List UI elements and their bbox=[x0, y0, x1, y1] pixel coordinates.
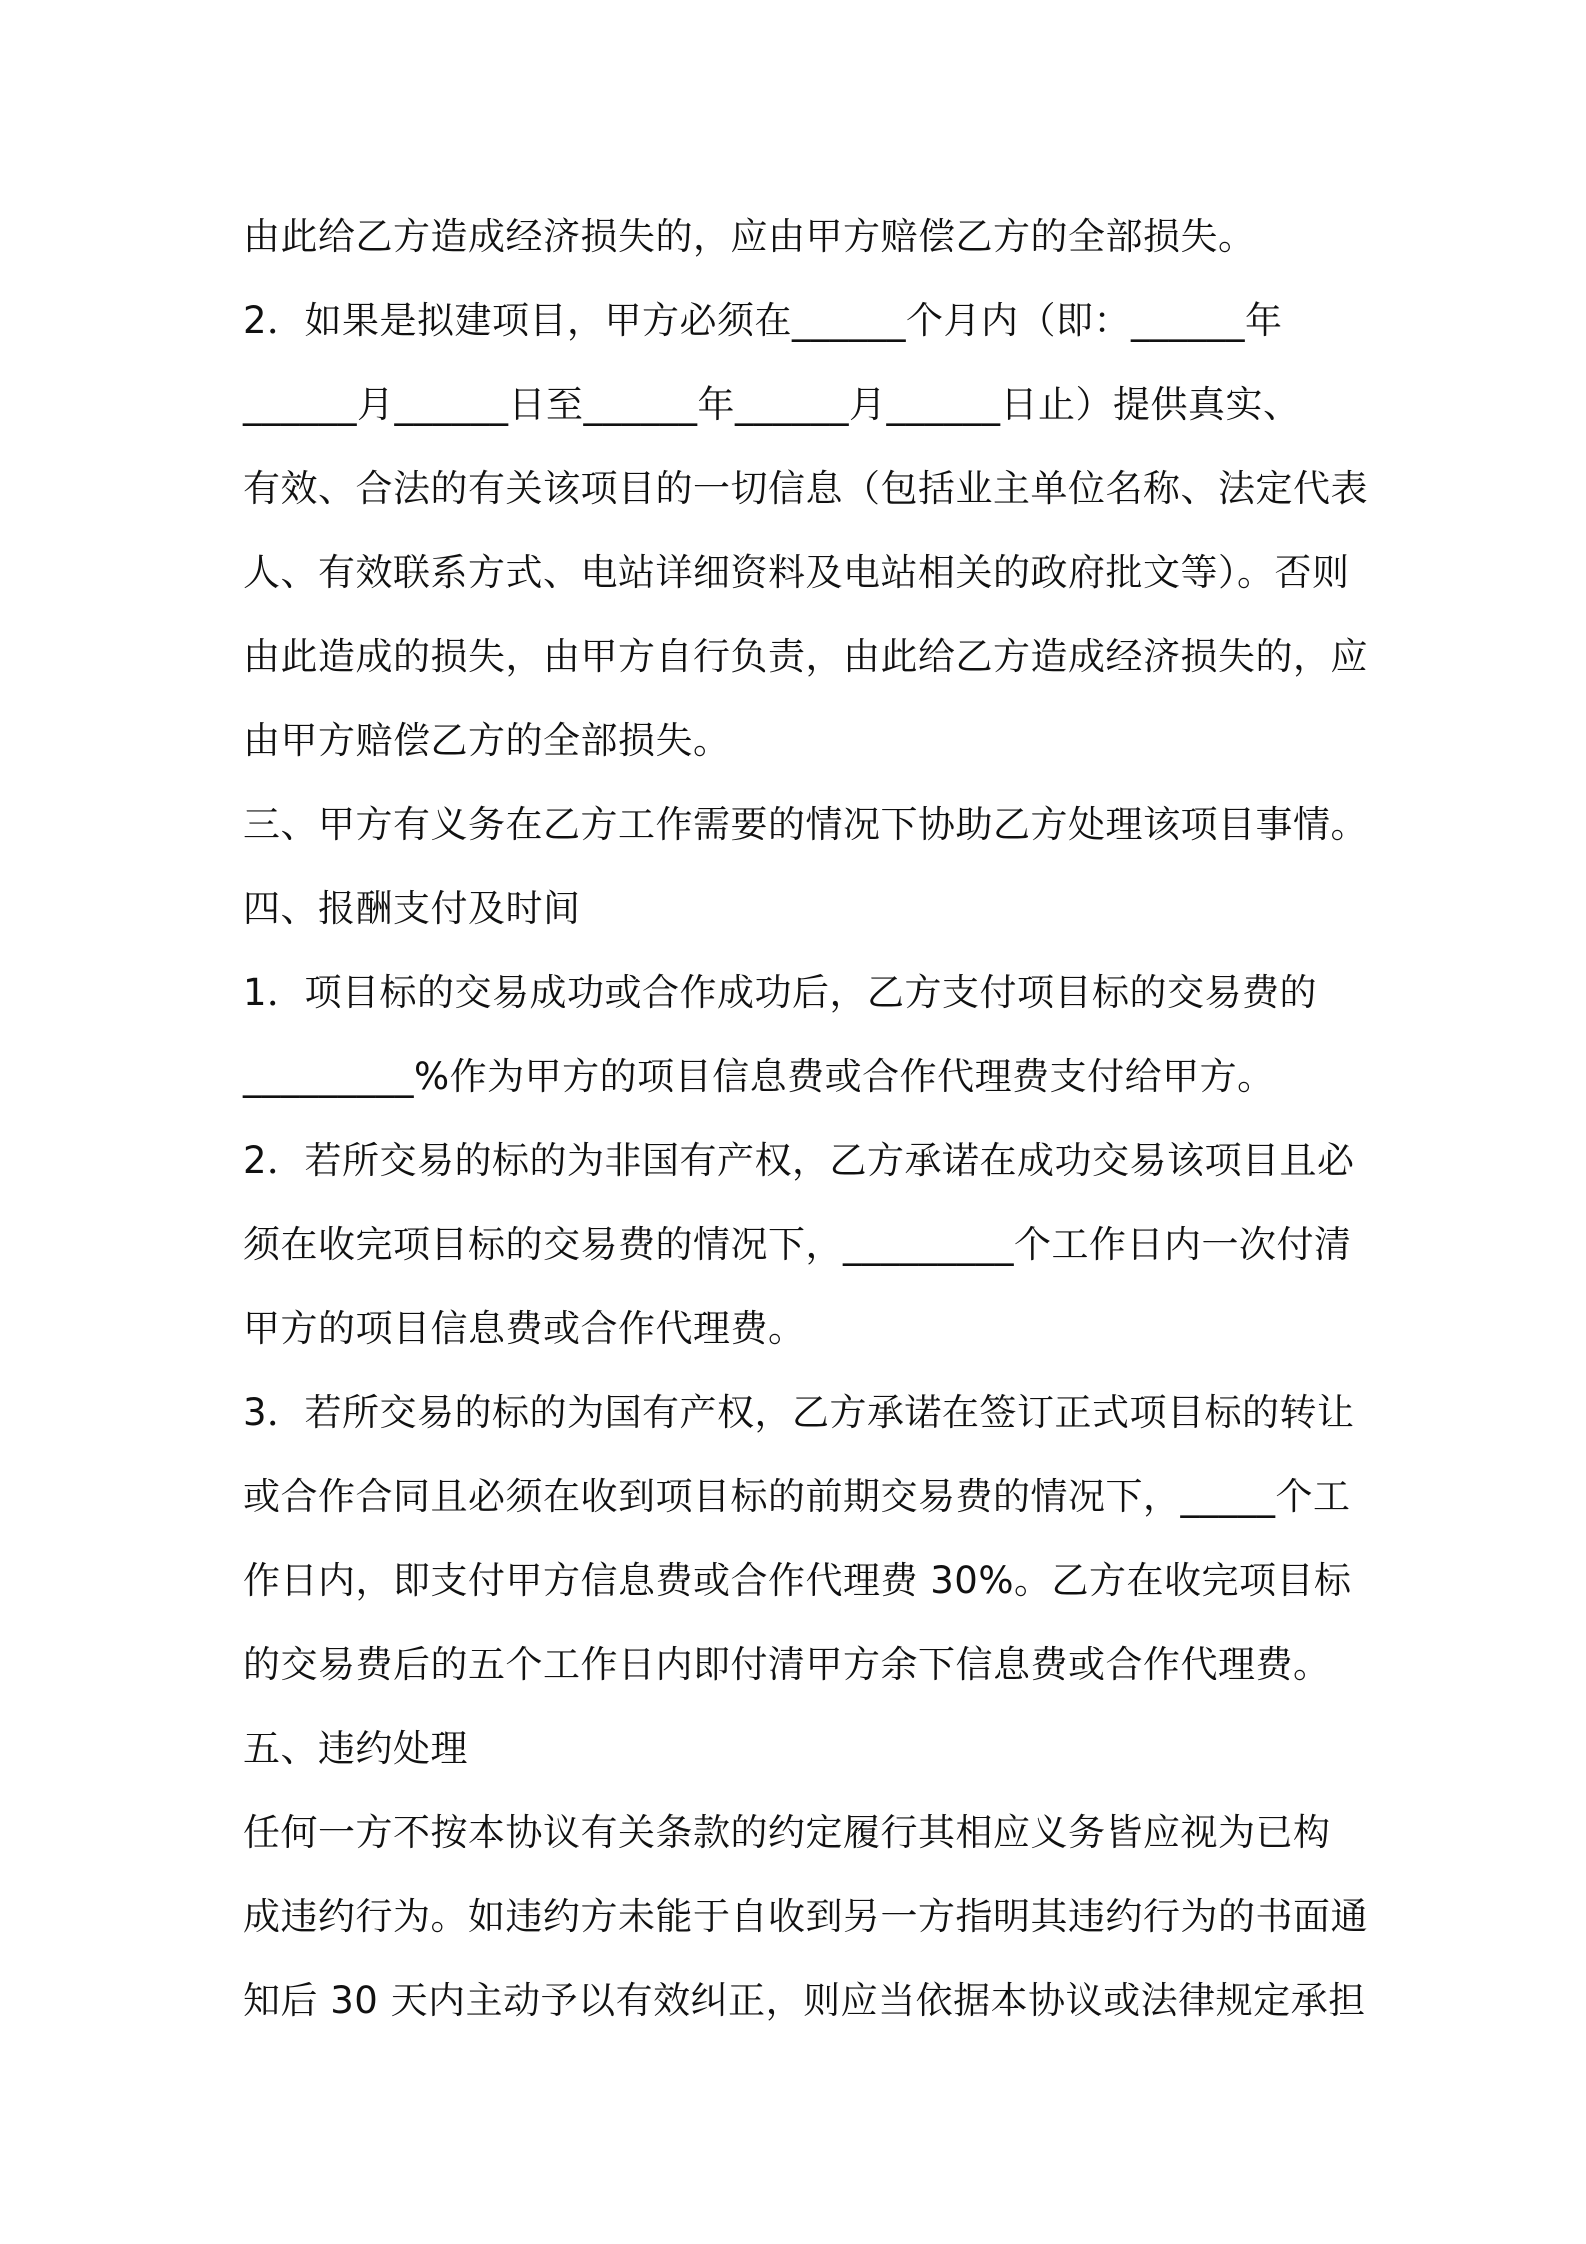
text-line: 知后 30 天内主动予以有效纠正，则应当依据本协议或法律规定承担 bbox=[243, 1979, 1366, 2022]
text-line: 由甲方赔偿乙方的全部损失。 bbox=[243, 719, 731, 762]
text-line: 2．如果是拟建项目，甲方必须在______个月内（即：______年 bbox=[243, 299, 1283, 342]
text-line: 3．若所交易的标的为国有产权，乙方承诺在签订正式项目标的转让 bbox=[243, 1391, 1355, 1434]
section-heading: 五、违约处理 bbox=[243, 1727, 468, 1770]
section-heading: 三、甲方有义务在乙方工作需要的情况下协助乙方处理该项目事情。 bbox=[243, 803, 1368, 846]
section-heading: 四、报酬支付及时间 bbox=[243, 887, 581, 930]
text-line: 任何一方不按本协议有关条款的约定履行其相应义务皆应视为已构 bbox=[243, 1811, 1331, 1854]
text-line: 须在收完项目标的交易费的情况下，_________个工作日内一次付清 bbox=[243, 1223, 1352, 1266]
text-line: 人、有效联系方式、电站详细资料及电站相关的政府批文等）。否则 bbox=[243, 551, 1350, 594]
text-line: 由此给乙方造成经济损失的，应由甲方赔偿乙方的全部损失。 bbox=[243, 215, 1256, 258]
text-line: 2．若所交易的标的为非国有产权，乙方承诺在成功交易该项目且必 bbox=[243, 1139, 1355, 1182]
text-line: 由此造成的损失，由甲方自行负责，由此给乙方造成经济损失的，应 bbox=[243, 635, 1368, 678]
document-body bbox=[243, 195, 1368, 2043]
text-line: 甲方的项目信息费或合作代理费。 bbox=[243, 1307, 806, 1350]
text-line: 有效、合法的有关该项目的一切信息（包括业主单位名称、法定代表 bbox=[243, 467, 1368, 510]
text-line: 的交易费后的五个工作日内即付清甲方余下信息费或合作代理费。 bbox=[243, 1643, 1331, 1686]
text-line: ______月______日至______年______月______日止）提供真实、 bbox=[243, 383, 1301, 426]
text-line: 成违约行为。如违约方未能于自收到另一方指明其违约行为的书面通 bbox=[243, 1895, 1368, 1938]
text-line: 作日内，即支付甲方信息费或合作代理费 30%。乙方在收完项目标 bbox=[243, 1559, 1352, 1602]
text-line: _________%作为甲方的项目信息费或合作代理费支付给甲方。 bbox=[243, 1055, 1275, 1098]
text-line: 1．项目标的交易成功或合作成功后，乙方支付项目标的交易费的 bbox=[243, 971, 1318, 1014]
text-line: 或合作合同且必须在收到项目标的前期交易费的情况下，_____个工 bbox=[243, 1475, 1351, 1518]
